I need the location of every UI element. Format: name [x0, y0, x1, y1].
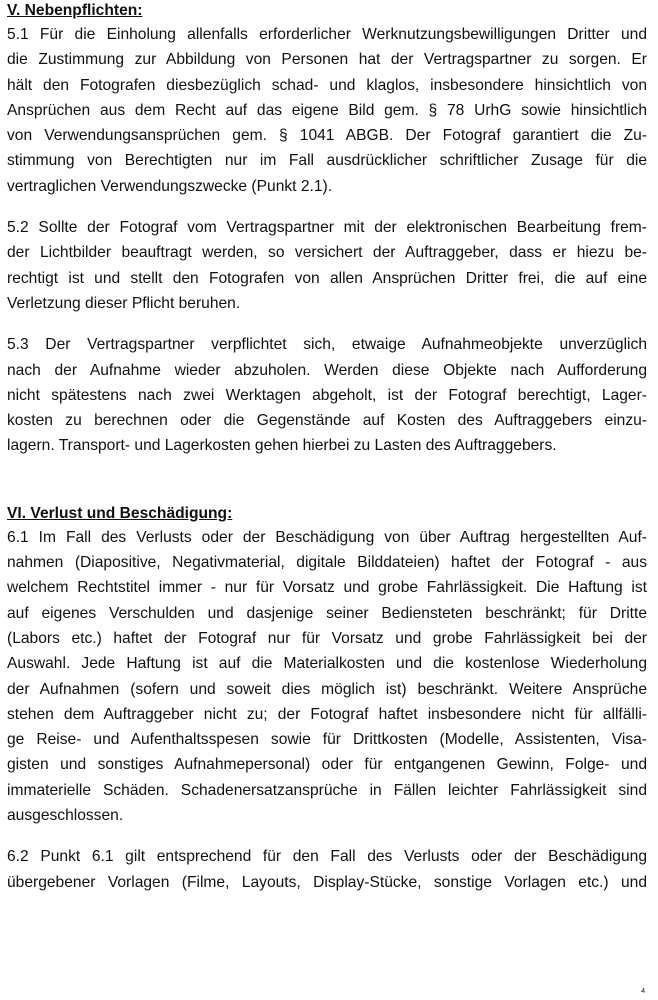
text-line: Verletzung dieser Pflicht beruhen. [7, 294, 241, 312]
text-line: von Verwendungsansprüchen gem. § 1041 ABGB. Der Fotograf garantiert die Zu- [7, 127, 647, 145]
paragraph-6-1 [7, 525, 647, 829]
page-number: 4 [641, 988, 645, 995]
text-line: 5.3 Der Vertragspartner verpflichtet sich, etwaige Aufnahmeobjekte unverzüglich [7, 336, 647, 354]
text-line: 6.1 Im Fall des Verlusts oder der Beschädigung von über Auftrag hergestellten Auf- [7, 528, 647, 546]
text-line: 6.2 Punkt 6.1 gilt entsprechend für den Fall des Verlusts oder der Beschädigung [7, 848, 647, 866]
spacer [7, 199, 647, 215]
paragraph-5-2 [7, 215, 647, 316]
text-line: 5.1 Für die Einholung allenfalls erforderlicher Werknutzungsbewilligungen Dritter und [7, 26, 647, 43]
paragraph-5-3 [7, 332, 647, 458]
text-line: der Aufnahmen (sofern und soweit dies möglich ist) beschränkt. Weitere Ansprüche [7, 680, 647, 698]
section-heading-nebenpflichten: V. Nebenpflichten: [7, 2, 143, 19]
spacer [7, 459, 647, 503]
text-line: immaterielle Schäden. Schadenersatzansprüche in Fällen leichter Fahrlässigkeit sind [7, 781, 647, 799]
text-line: ausgeschlossen. [7, 807, 124, 825]
text-line: rechtigt ist und stellt den Fotografen von allen Ansprüchen Dritter frei, die auf eine [7, 269, 647, 287]
text-line: (Labors etc.) haftet der Fotograf nur für Vorsatz und grobe Fahrlässigkeit bei der [7, 629, 647, 647]
text-line: Ansprüchen aus dem Recht auf das eigene Bild gem. § 78 UrhG sowie hinsichtlich [7, 101, 647, 119]
document-page [7, 0, 647, 895]
text-line: nach der Aufnahme wieder abzuholen. Werden diese Objekte nach Aufforderung [7, 361, 647, 379]
text-line: stimmung von Berechtigten nur im Fall ausdrücklicher schriftlicher Zusage für die [7, 152, 647, 170]
text-line: vertraglichen Verwendungszwecke (Punkt 2.1). [7, 177, 333, 195]
text-line: der Lichtbilder beauftragt werden, so versichert der Auftraggeber, dass er hiezu be- [7, 244, 647, 262]
text-line: auf eigenes Verschulden und dasjenige seiner Bediensteten beschränkt; für Dritte [7, 604, 647, 622]
text-line: kosten zu berechnen oder die Gegenstände auf Kosten des Auftraggebers einzu- [7, 412, 647, 430]
text-line: die Zustimmung zur Abbildung von Personen hat der Vertragspartner zu sorgen. Er [7, 51, 647, 69]
paragraph-6-2 [7, 844, 647, 895]
paragraph-5-1 [7, 22, 647, 199]
text-line: übergebener Vorlagen (Filme, Layouts, Display-Stücke, sonstige Vorlagen etc.) und [7, 873, 647, 891]
text-line: nicht spätestens nach zwei Werktagen abgeholt, ist der Fotograf berechtigt, Lager- [7, 386, 647, 404]
text-line: 5.2 Sollte der Fotograf vom Vertragspartner mit der elektronischen Bearbeitung frem- [7, 219, 647, 237]
section-heading-verlust-beschaedigung: VI. Verlust und Beschädigung: [7, 504, 233, 522]
text-line: welchem Rechtstitel immer - nur für Vorsatz und grobe Fahrlässigkeit. Die Haftung ist [7, 579, 647, 597]
text-line: gisten und sonstiges Aufnahmepersonal) oder für entgangenen Gewinn, Folge- und [7, 756, 647, 774]
text-line: stehen dem Auftraggeber nicht zu; der Fotograf haftet insbesondere nicht für allfälli- [7, 705, 647, 723]
text-line: lagern. Transport- und Lagerkosten gehen hierbei zu Lasten des Auftraggebers. [7, 437, 557, 455]
text-line: ge Reise- und Aufenthaltsspesen sowie für Drittkosten (Modelle, Assistenten, Visa- [7, 731, 647, 749]
text-line: hält den Fotografen diesbezüglich schad- und klaglos, insbesondere hinsichtlich von [7, 76, 647, 94]
text-line: Auswahl. Jede Haftung ist auf die Materialkosten und die kostenlose Wiederholung [7, 655, 647, 673]
spacer [7, 316, 647, 332]
text-line: nahmen (Diapositive, Negativmaterial, digitale Bilddateien) haftet der Fotograf - aus [7, 554, 647, 572]
spacer [7, 828, 647, 844]
